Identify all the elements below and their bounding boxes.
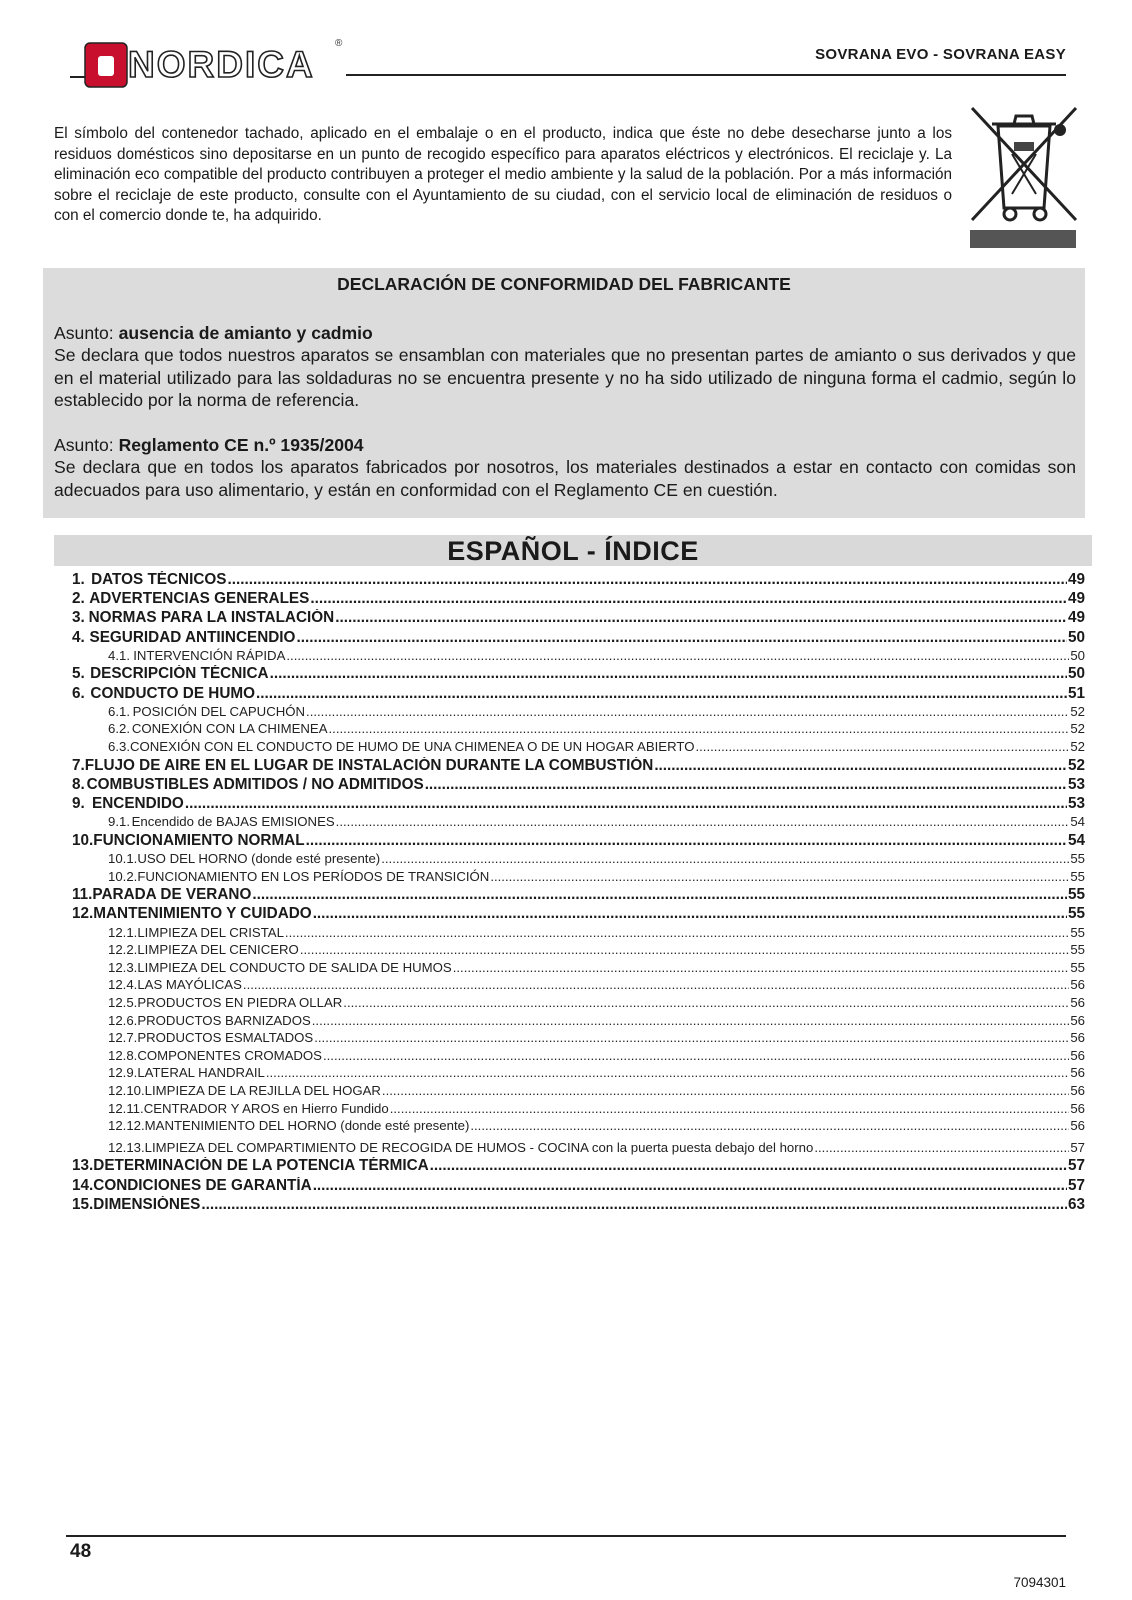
toc-entry-page: 53 [1067,775,1085,793]
toc-dot-leader [312,1013,1070,1028]
toc-dot-leader [382,1083,1069,1098]
toc-entry[interactable] [72,1030,1085,1048]
toc-entry-page: 50 [1070,647,1085,663]
toc-entry-label: CONDUCTO DE HUMO [90,684,256,702]
toc-dot-leader [185,795,1067,813]
toc-dot-leader [313,1177,1067,1195]
toc-entry-label: MANTENIMIENTO DEL HORNO (donde esté presente) [144,1118,470,1134]
toc-entry-label: NORMAS PARA LA INSTALACIÓN [88,609,335,627]
toc-entry-number: 12.11. [108,1100,144,1116]
toc-entry-label: FLUJO DE AIRE EN EL LUGAR DE INSTALACIÓN DURANTE LA COMBUSTIÓN [84,756,654,774]
declaration-subject1-heading: Asunto: ausencia de amianto y cadmio [54,323,373,343]
toc-entry-label: CENTRADOR Y AROS en Hierro Fundido [143,1100,389,1116]
toc-entry-label: COMPONENTES CROMADOS [137,1047,322,1063]
toc-entry-label: LIMPIEZA DEL CRISTAL [137,924,284,940]
toc-dot-leader [256,685,1067,703]
toc-entry-label: LATERAL HANDRAIL [137,1065,265,1081]
toc-entry-label: ENCENDIDO [92,795,184,812]
toc-entry-number: 10.1. [108,851,138,866]
toc-entry[interactable] [72,1177,1085,1197]
toc-entry-page: 63 [1067,1195,1085,1213]
declaration-subject1-text: Se declara que todos nuestros aparatos se ensamblan con materiales que no presentan partes de amianto o sus derivados y que en el material utilizado para las soldaduras no se encuentra presente y no ha sido utilizado de ninguna forma el cadmio, según lo establecido por la norma de referencia. [54,345,1076,410]
toc-dot-leader [296,629,1067,647]
toc-entry[interactable] [72,1157,1085,1177]
toc-entry[interactable] [72,757,1085,777]
toc-entry[interactable] [72,795,1085,815]
toc-entry-page: 50 [1067,628,1085,646]
toc-entry-page: 52 [1070,703,1085,719]
registered-mark: ® [335,38,343,49]
crossed-out-wheelie-bin-icon [968,104,1080,250]
toc-entry-number: 13. [72,1157,94,1175]
toc-entry[interactable] [72,648,1085,666]
toc-entry-page: 55 [1070,959,1085,975]
toc-entry-page: 55 [1070,942,1085,958]
toc-entry-label: MANTENIMIENTO Y CUIDADO [93,905,312,923]
toc-entry-page: 54 [1070,814,1085,830]
toc-entry-page: 49 [1067,590,1085,608]
toc-entry[interactable] [72,851,1085,869]
weee-notice-text: El símbolo del contenedor tachado, aplicado en el embalaje o en el producto, indica que éste no debe desecharse junto a los residuos domésticos sino depositarse en un punto de recogido específico para aparatos eléctricos y electrónicos. El reciclaje y. La eliminación eco compatible del producto contribuyen a proteger el medio ambiente y la salud de la población. Por a más información sobre el reciclaje de este producto, consulte con el Ayuntamiento de su ciudad, con el servicio local de eliminación de residuos o con el comercio donde te, ha adquirido. [54,125,952,225]
toc-entry-label: DESCRIPCIÓN TÉCNICA [90,665,269,683]
toc-entry-page: 56 [1070,1065,1085,1081]
declaration-box [43,268,1085,518]
toc-entry-number: 4. [72,628,85,646]
toc-dot-leader [654,757,1067,775]
declaration-title: DECLARACIÓN DE CONFORMIDAD DEL FABRICANTE [337,274,791,294]
toc-entry[interactable] [72,905,1085,925]
toc-dot-leader [314,1030,1069,1045]
toc-entry[interactable] [72,1048,1085,1066]
toc-entry[interactable] [72,704,1085,722]
document-code: 7094301 [1013,1575,1066,1590]
toc-dot-leader [814,1140,1069,1155]
toc-entry-page: 56 [1070,1030,1085,1046]
toc-entry-label: INTERVENCIÓN RÁPIDA [133,647,286,663]
toc-entry-number: 12.12. [108,1118,145,1134]
toc-entry-label: USO DEL HORNO (donde esté presente) [137,851,381,866]
toc-entry-page: 55 [1067,905,1085,923]
toc-entry[interactable] [72,721,1085,739]
toc-dot-leader [201,1196,1067,1214]
toc-entry-number: 11. [72,886,93,904]
toc-entry[interactable] [72,1013,1085,1031]
toc-entry[interactable] [72,1101,1085,1119]
toc-entry-label: POSICIÓN DEL CAPUCHÓN [132,703,306,719]
toc-entry-number: 10. [72,831,94,849]
toc-entry-label: ADVERTENCIAS GENERALES [89,590,310,608]
toc-entry[interactable] [72,1065,1085,1083]
toc-dot-leader [243,977,1069,992]
toc-entry-label: COMBUSTIBLES ADMITIDOS / NO ADMITIDOS [86,775,424,793]
toc-dot-leader [306,704,1069,719]
toc-entry-number: 12.7. [108,1030,138,1046]
toc-entry[interactable] [72,1083,1085,1101]
page-number: 48 [70,1541,92,1562]
toc-entry[interactable] [72,685,1085,705]
toc-entry-page: 56 [1070,1047,1085,1063]
toc-dot-leader [323,1048,1069,1063]
toc-entry[interactable] [72,739,1085,757]
toc-entry-number: 4.1. [108,647,130,663]
toc-entry-number: 6.1. [108,703,130,719]
toc-entry-label: FUNCIONAMIENTO NORMAL [93,831,305,849]
toc-entry[interactable] [72,609,1085,629]
toc-entry-label: PRODUCTOS ESMALTADOS [137,1030,314,1046]
toc-dot-leader [430,1157,1067,1175]
toc-entry-page: 52 [1070,721,1085,737]
toc-entry-number: 9. [72,795,85,812]
toc-entry-label: CONEXIÓN CON EL CONDUCTO DE HUMO DE UNA CHIMENEA O DE UN HOGAR ABIERTO [130,739,695,754]
logo-mark-icon [84,42,128,88]
toc-dot-leader [335,609,1067,627]
toc-entry-label: SEGURIDAD ANTIINCENDIO [89,628,296,646]
toc-entry-page: 55 [1067,886,1085,904]
toc-entry[interactable] [72,925,1085,943]
toc-entry-number: 12.8. [108,1047,138,1063]
toc-entry[interactable] [72,665,1085,685]
toc-entry-label: FUNCIONAMIENTO EN LOS PERÍODOS DE TRANSICIÓN [137,868,490,884]
toc-entry-page: 49 [1067,609,1085,627]
toc-entry-label: PARADA DE VERANO [92,886,252,904]
toc-entry-page: 56 [1070,977,1085,993]
toc-entry-label: DETERMINACIÓN DE LA POTENCIA TÉRMICA [93,1157,429,1175]
toc-entry-label: Encendido de BAJAS EMISIONES [131,814,335,830]
toc-entry-page: 55 [1070,868,1085,884]
toc-entry-label: LIMPIEZA DE LA REJILLA DEL HOGAR [144,1083,381,1098]
toc-dot-leader [313,905,1067,923]
toc-entry[interactable] [72,1196,1085,1216]
toc-dot-leader [453,960,1070,975]
toc-entry-number: 12.3. [108,959,138,975]
toc-entry-number: 12.5. [108,995,138,1010]
toc-entry[interactable] [72,590,1085,610]
toc-dot-leader [227,571,1067,589]
toc-entry-number: 3. [72,609,85,627]
toc-dot-leader [310,590,1067,608]
toc-entry-label: PRODUCTOS BARNIZADOS [137,1012,311,1028]
toc-entry-page: 57 [1067,1176,1085,1194]
toc-entry-page: 55 [1070,924,1085,940]
model-title: SOVRANA EVO - SOVRANA EASY [815,46,1066,63]
toc-dot-leader [270,665,1067,683]
toc-entry-number: 12.10. [108,1083,145,1098]
toc-entry-page: 57 [1067,1157,1085,1175]
toc-entry-number: 12.6. [108,1012,138,1028]
toc-entry-page: 53 [1067,795,1085,812]
toc-entry-number: 1. [72,571,85,588]
toc-entry-page: 56 [1070,1012,1085,1028]
toc-entry-label: LIMPIEZA DEL CENICERO [137,942,299,958]
toc-entry-number: 6.2. [108,721,130,737]
toc-entry-label: DIMENSIÓNES [93,1195,201,1213]
toc-entry-page: 49 [1067,571,1085,588]
toc-entry-number: 12. [72,905,94,923]
toc-dot-leader [306,832,1067,850]
toc-entry-number: 10.2. [108,868,138,884]
toc-entry[interactable] [72,995,1085,1013]
toc-entry-label: CONDICIONES DE GARANTÍA [93,1176,312,1194]
toc-entry-page: 56 [1070,1083,1085,1098]
toc-entry-page: 56 [1070,1118,1085,1134]
toc-entry-page: 50 [1067,665,1085,683]
toc-entry[interactable] [72,960,1085,978]
index-title: ESPAÑOL - ÍNDICE [54,535,1092,566]
declaration-subject2-text: Se declara que en todos los aparatos fabricados por nosotros, los materiales destinados a estar en contacto con comidas son adecuados para uso alimentario, y están en conformidad con el Reglamento CE en cuestión. [54,457,1076,500]
toc-entry-label: LIMPIEZA DEL CONDUCTO DE SALIDA DE HUMOS [137,959,452,975]
toc-entry-number: 6.3. [108,739,130,754]
toc-dot-leader [252,886,1067,904]
toc-entry-page: 52 [1070,739,1085,754]
toc-entry-page: 56 [1070,995,1085,1010]
toc-entry-label: LAS MAYÓLICAS [137,977,242,993]
footer-rule [66,1535,1066,1537]
toc-entry[interactable] [72,1118,1085,1136]
toc-dot-leader [425,776,1067,794]
toc-entry-page: 51 [1067,684,1085,702]
toc-entry[interactable] [72,629,1085,649]
toc-entry-number: 12.1. [108,924,138,940]
toc-dot-leader [470,1118,1069,1133]
toc-entry[interactable] [72,977,1085,995]
toc-entry-number: 12.4. [108,977,138,993]
logo-wordmark: NORDICA [128,44,315,85]
toc-dot-leader [343,995,1069,1010]
toc-dot-leader [300,942,1070,957]
toc-entry[interactable] [72,776,1085,796]
toc-entry-number: 9.1. [108,814,130,830]
toc-entry-number: 12.2. [108,942,138,958]
toc-entry[interactable] [72,1140,1085,1158]
toc-entry-number: 12.9. [108,1065,138,1081]
toc-entry-number: 6. [72,684,85,702]
toc-entry-number: 15. [72,1195,94,1213]
toc-entry[interactable] [72,886,1085,906]
toc-entry-number: 8. [72,775,85,793]
toc-dot-leader [336,814,1070,829]
toc-entry-number: 2. [72,590,85,608]
toc-dot-leader [490,869,1069,884]
toc-entry[interactable] [72,942,1085,960]
toc-dot-leader [286,648,1069,663]
toc-dot-leader [390,1101,1070,1116]
toc-entry-label: PRODUCTOS EN PIEDRA OLLAR [137,995,343,1010]
toc-entry-number: 5. [72,665,85,683]
toc-entry-page: 52 [1067,756,1085,774]
toc-entry-page: 57 [1070,1139,1085,1155]
toc-entry-label: LIMPIEZA DEL COMPARTIMIENTO DE RECOGIDA DE HUMOS - COCINA con la puerta puesta debajo del horno [144,1139,814,1155]
brand-logo [84,40,354,90]
toc-dot-leader [381,851,1069,866]
toc-entry-number: 14. [72,1176,94,1194]
toc-entry-page: 54 [1067,831,1085,849]
toc-entry[interactable] [72,832,1085,852]
toc-entry[interactable] [72,571,1085,591]
toc-dot-leader [285,925,1069,940]
toc-dot-leader [266,1065,1069,1080]
toc-entry-page: 56 [1070,1100,1085,1116]
toc-entry-label: DATOS TÉCNICOS [91,571,227,588]
toc-entry[interactable] [72,869,1085,887]
toc-dot-leader [695,739,1069,754]
toc-entry[interactable] [72,814,1085,832]
toc-entry-label: CONEXIÓN CON LA CHIMENEA [131,721,328,737]
toc-dot-leader [329,721,1070,736]
toc-entry-number: 7. [72,756,85,774]
toc-entry-number: 12.13. [108,1139,145,1155]
declaration-subject2-heading: Asunto: Reglamento CE n.º 1935/2004 [54,435,364,455]
header-rule-right [346,74,1066,76]
toc-entry-page: 55 [1070,851,1085,866]
